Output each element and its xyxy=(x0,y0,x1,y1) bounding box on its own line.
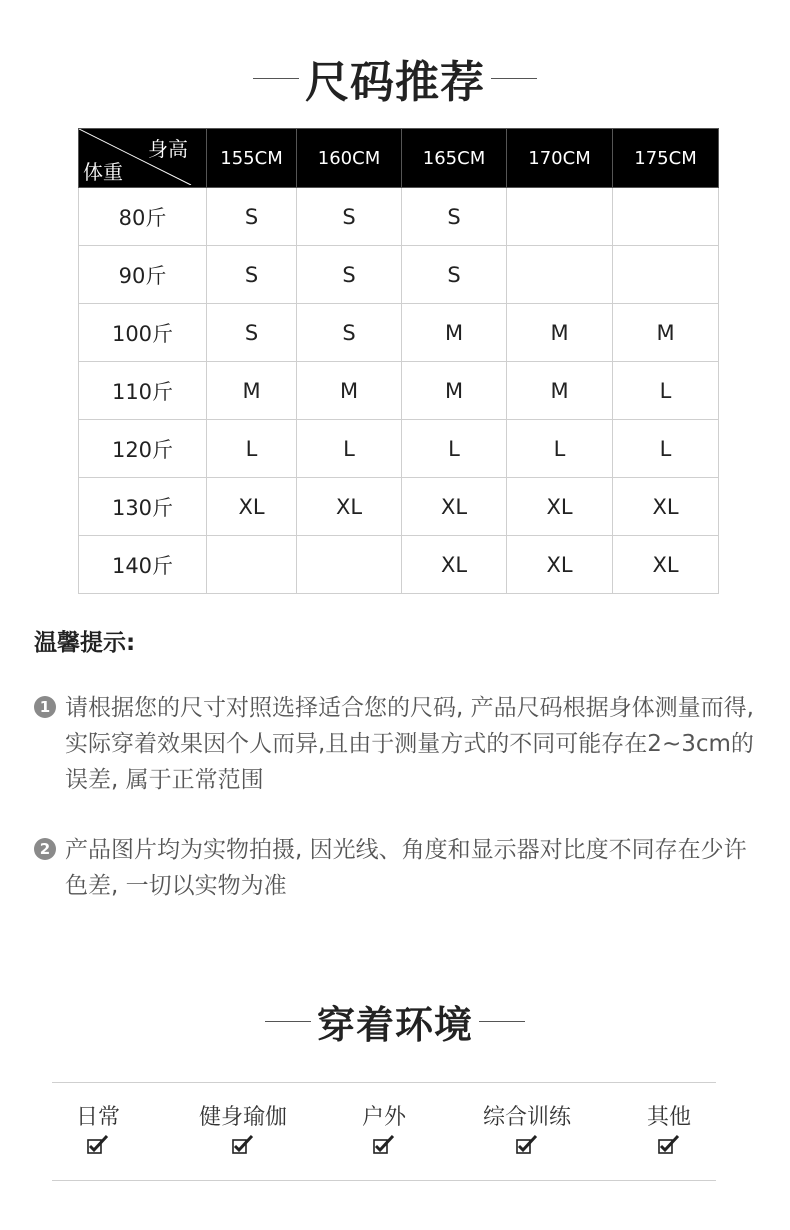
size-cell: S xyxy=(297,246,402,304)
weight-cell: 80斤 xyxy=(79,188,207,246)
title-right-rule xyxy=(479,1021,525,1022)
size-cell: S xyxy=(402,246,507,304)
size-table-row xyxy=(79,536,719,594)
size-cell: S xyxy=(207,304,297,362)
number-circle-icon: 2 xyxy=(34,838,56,860)
size-table-row xyxy=(79,304,719,362)
height-header: 160CM xyxy=(297,129,402,188)
size-table-body xyxy=(79,188,719,594)
tip-item xyxy=(34,690,764,798)
environment-item xyxy=(76,1100,120,1159)
size-cell: M xyxy=(207,362,297,420)
tip-item xyxy=(34,832,764,904)
size-cell: XL xyxy=(297,478,402,536)
weight-cell: 120斤 xyxy=(79,420,207,478)
environment-label: 日常 xyxy=(75,1105,121,1130)
size-cell: L xyxy=(402,420,507,478)
size-cell: L xyxy=(297,420,402,478)
divider xyxy=(52,1082,716,1083)
weight-cell: 140斤 xyxy=(79,536,207,594)
size-cell xyxy=(297,536,402,594)
wearing-environment-title xyxy=(0,994,790,1049)
size-cell: M xyxy=(402,304,507,362)
environment-item xyxy=(362,1100,406,1159)
title-right-rule xyxy=(491,78,537,79)
environment-item xyxy=(647,1100,691,1159)
size-cell: S xyxy=(402,188,507,246)
height-header: 170CM xyxy=(507,129,613,188)
number-circle-icon: 1 xyxy=(34,696,56,718)
environment-item xyxy=(199,1100,287,1159)
weight-axis-label: 体重 xyxy=(83,160,123,184)
size-recommendation-title xyxy=(0,46,790,110)
environment-label: 其他 xyxy=(646,1105,692,1130)
size-cell: M xyxy=(402,362,507,420)
size-cell xyxy=(507,246,613,304)
size-cell: L xyxy=(507,420,613,478)
size-table-corner-cell xyxy=(79,129,207,188)
weight-cell: 100斤 xyxy=(79,304,207,362)
title-left-rule xyxy=(265,1021,311,1022)
checked-box-icon xyxy=(232,1135,254,1159)
size-table-row xyxy=(79,246,719,304)
checked-box-icon xyxy=(373,1135,395,1159)
environment-list xyxy=(52,1100,716,1170)
environment-label: 户外 xyxy=(361,1105,407,1130)
checked-box-icon xyxy=(658,1135,680,1159)
size-cell: XL xyxy=(207,478,297,536)
size-cell: L xyxy=(613,362,719,420)
size-cell: S xyxy=(297,304,402,362)
height-axis-label: 身高 xyxy=(148,137,188,161)
tips-heading: 温馨提示: xyxy=(34,630,136,656)
divider xyxy=(52,1180,716,1181)
size-cell: XL xyxy=(507,536,613,594)
height-header: 175CM xyxy=(613,129,719,188)
size-table-header-row xyxy=(79,129,719,188)
size-cell: XL xyxy=(402,536,507,594)
height-header: 155CM xyxy=(207,129,297,188)
size-cell: M xyxy=(297,362,402,420)
weight-cell: 130斤 xyxy=(79,478,207,536)
title-left-rule xyxy=(253,78,299,79)
size-cell: XL xyxy=(507,478,613,536)
environment-label: 综合训练 xyxy=(482,1105,572,1130)
environment-item xyxy=(483,1100,571,1159)
tip-text: 请根据您的尺寸对照选择适合您的尺码, 产品尺码根据身体测量而得, 实际穿着效果因个人而异,且由于测量方式的不同可能存在2~3cm的误差, 属于正常范围 xyxy=(65,695,754,793)
size-chart-table xyxy=(78,128,719,594)
size-cell xyxy=(613,246,719,304)
size-cell xyxy=(613,188,719,246)
size-cell: S xyxy=(207,188,297,246)
size-cell: L xyxy=(207,420,297,478)
size-cell: XL xyxy=(613,478,719,536)
size-cell: S xyxy=(207,246,297,304)
size-table-row xyxy=(79,362,719,420)
size-cell: S xyxy=(297,188,402,246)
weight-cell: 110斤 xyxy=(79,362,207,420)
size-cell: M xyxy=(507,362,613,420)
weight-cell: 90斤 xyxy=(79,246,207,304)
environment-title-text: 穿着环境 xyxy=(316,1003,473,1047)
size-cell: XL xyxy=(613,536,719,594)
size-title-text: 尺码推荐 xyxy=(305,57,485,108)
size-table-row xyxy=(79,188,719,246)
size-cell: M xyxy=(613,304,719,362)
size-table-row xyxy=(79,420,719,478)
height-header: 165CM xyxy=(402,129,507,188)
environment-label: 健身瑜伽 xyxy=(198,1105,288,1130)
checked-box-icon xyxy=(87,1135,109,1159)
size-cell xyxy=(207,536,297,594)
tip-text: 产品图片均为实物拍摄, 因光线、角度和显示器对比度不同存在少许色差, 一切以实物为准 xyxy=(65,837,747,899)
size-cell: L xyxy=(613,420,719,478)
checked-box-icon xyxy=(516,1135,538,1159)
size-cell: M xyxy=(507,304,613,362)
size-table-row xyxy=(79,478,719,536)
size-cell: XL xyxy=(402,478,507,536)
size-cell xyxy=(507,188,613,246)
